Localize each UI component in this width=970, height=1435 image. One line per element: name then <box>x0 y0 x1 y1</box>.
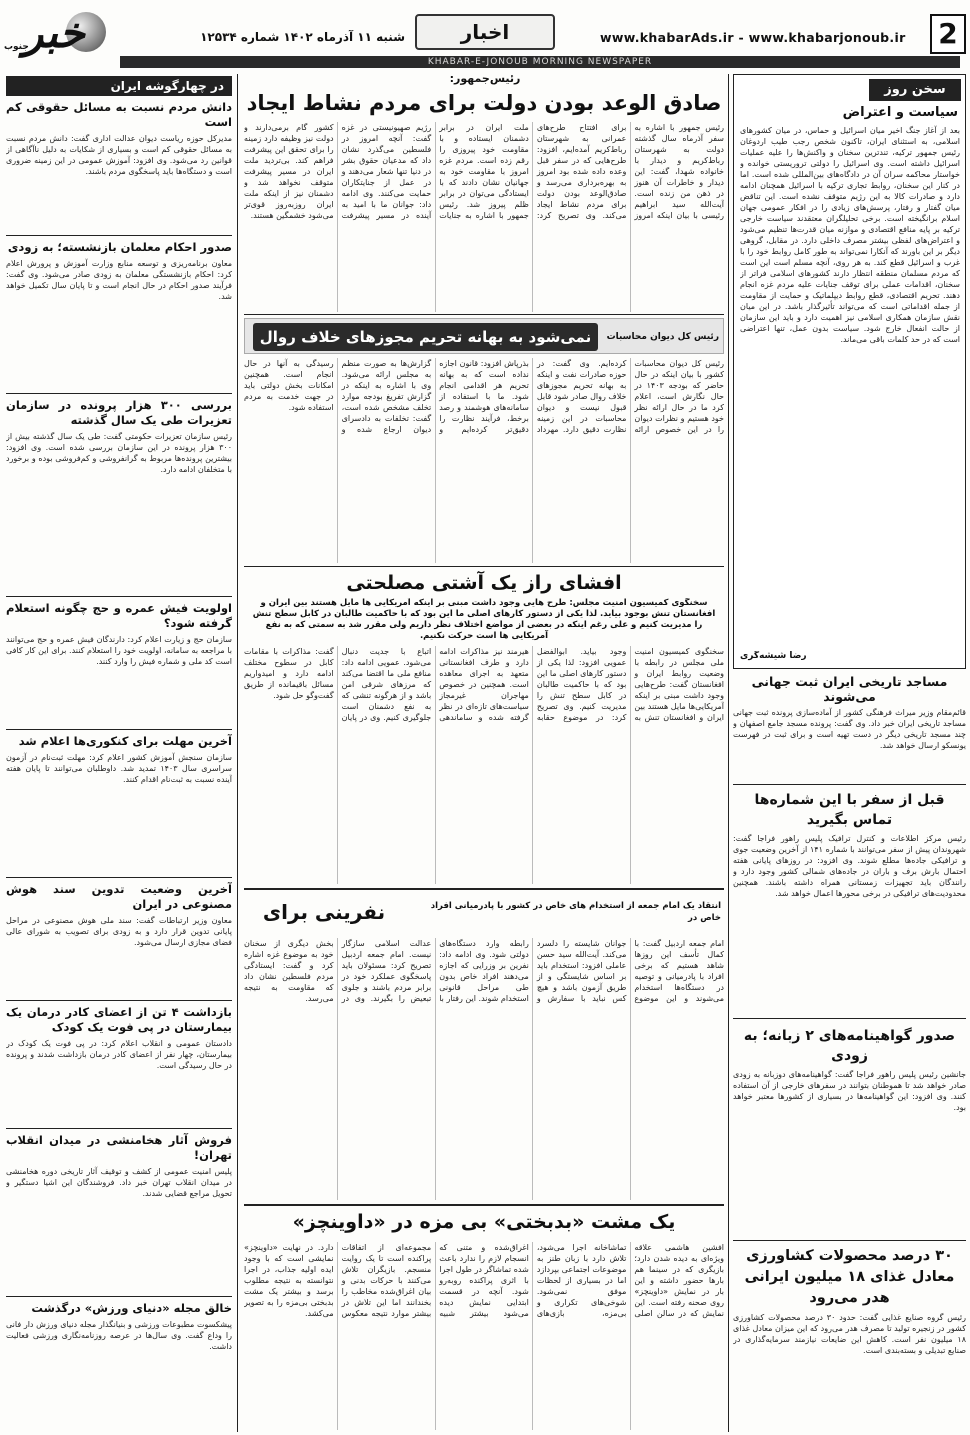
masthead <box>0 0 970 70</box>
english-banner: KHABAR-E-JONOUB MORNING NEWSPAPER <box>120 56 960 68</box>
left-news-6-body: معاون وزیر ارتباطات گفت: سند ملی هوش مصنوعی در مراحل پایانی تدوین قرار دارد و به زودی برای تصویب به شورای عالی فضای مجازی ارسال می‌شود. <box>6 916 232 947</box>
reconcile-kicker: سخنگوی کمیسیون امنیت مجلس: طرح هایی وجود داشت مبنی بر اینکه آمریکایی ها مایل هستند بین ایران و افغانستان تنش بوجود بیاید. لذا یکی از دستور کارهای اصلی ما این بود که با حاکمیت طالبان در کابل سطح تنش را مدیریت کنیم و علی رغم اینکه در بعضی از مواضع اختلاف نظر داریم ولی مقرر شد به سمتی که به نفع آمریکایی ها است حرکت نکنیم. <box>252 598 716 641</box>
right-news-4-body: رئیس گروه صنایع غذایی گفت: حدود ۳۰ درصد محصولات کشاورزی کشور در زنجیره تولید تا مصرف هدر می‌رود که این میزان معادل غذای ۱۸ میلیون نفر است. کاهش این ضایعات نیازمند سرمایه‌گذاری در صنایع تبدیلی و بسته‌بندی است. <box>733 1313 966 1355</box>
left-news-5 <box>6 734 232 874</box>
left-news-3-headline: بررسی ۳۰۰ هزار پرونده در سازمان تعزیرات طی یک سال گذشته <box>6 398 232 427</box>
editorial-box <box>733 74 966 669</box>
curse-kicker: انتقاد یک امام جمعه از استخدام های خاص در کشور با پادرمیانی افراد خاص در <box>430 901 721 923</box>
reconcile-headline: افشای راز یک آشتی مصلحتی <box>346 572 622 594</box>
left-news-2-body: معاون برنامه‌ریزی و توسعه منابع وزارت آموزش و پرورش اعلام کرد: احکام بازنشستگی معلمان به زودی صادر می‌شود. وی گفت: فرآیند صدور احکام در حال انجام است و تا پایان سال تکمیل خواهد شد. <box>6 259 232 301</box>
right-news-3-body: جانشین رئیس پلیس راهور فراجا گفت: گواهینامه‌های دوزبانه به زودی صادر خواهد شد تا هموطنان بتوانند در سفرهای خارجی از آن استفاده کنند. وی افزود: این گواهینامه‌ها در بسیاری از کشورها معتبر خواهد بود. <box>733 1070 966 1112</box>
audit-banner <box>244 318 724 354</box>
audit-body: رئیس کل دیوان محاسبات کشور با بیان اینکه در حال حاضر که بودجه ۱۴۰۳ در حال نگارش است، اعلام کرد ما در حال ارائه نظر خود هستیم و نظرات دیوان را در این خصوص ارائه کرده‌ایم. وی گفت: در حوزه صادرات نفت و اینکه به بهانه تحریم مجوزهای خلاف روال صادر شود قابل قبول نیست و دیوان محاسبات در این زمینه نظارت دقیق دارد. مهرداد بذرپاش افزود: قانون اجازه نداده است که به بهانه تحریم هر اقدامی انجام شود. ما با استفاده از سامانه‌های هوشمند و رصد برخط، فرآیند نظارت را دقیق‌تر کرده‌ایم و گزارش‌ها به صورت منظم به مجلس ارائه می‌شود. وی با اشاره به اینکه در گزارش تفریغ بودجه موارد تخلف مشخص شده است، گفت: تخلفات به دادسرای دیوان ارجاع شده و رسیدگی به آنها در حال انجام است. همچنین امکانات بخش دولتی باید در جهت خدمت به مردم استفاده شود. <box>244 359 724 434</box>
regional-news-header <box>6 76 232 96</box>
editorial-box-title: سخن روز <box>869 79 961 101</box>
left-news-6-headline: آخرین وضعیت تدوین سند هوش مصنوعی در ایران <box>6 882 232 911</box>
left-news-9-body: پیشکسوت مطبوعات ورزشی و بنیانگذار مجله دنیای ورزش دار فانی را وداع گفت. وی سال‌ها در عرصه روزنامه‌نگاری ورزشی فعالیت داشت. <box>6 1320 232 1351</box>
right-news-1 <box>733 674 966 784</box>
curse-headline: نفرینی برای <box>262 900 386 924</box>
bottom-headline: یک مشت «بدبختی» بی مزه در «داوینچز» <box>292 1211 676 1233</box>
logo <box>4 6 114 62</box>
editorial-author: رضا شیشه‌گری <box>740 651 807 661</box>
left-news-8-body: پلیس امنیت عمومی از کشف و توقیف آثار تاریخی دوره هخامنشی در میدان انقلاب تهران خبر داد. فروشندگان این اشیا دستگیر و تحویل مراجع قضایی شدند. <box>6 1167 232 1198</box>
regional-news-title: در چهارگوشه ایران <box>110 79 224 93</box>
audit-headline-box: نمی‌شود به بهانه تحریم مجوزهای خلاف روال <box>253 323 598 351</box>
editorial-headline: سیاست و اعتراض <box>842 105 958 120</box>
right-news-4-headline: ۳۰ درصد محصولات کشاورزی معادل غذای ۱۸ میلیون ایرانی هدر می‌رود <box>744 1248 955 1306</box>
left-news-8 <box>6 1133 232 1293</box>
left-news-2 <box>6 240 232 390</box>
left-news-6 <box>6 882 232 997</box>
section-label: اخبار <box>415 14 555 50</box>
left-news-3 <box>6 398 232 593</box>
right-news-2 <box>733 790 966 1010</box>
curse-body: امام جمعه اردبیل گفت: با کمال تأسف این روزها شاهد هستیم که برخی افراد با پادرمیانی و توصیه در دستگاه‌ها استخدام می‌شوند و این موضوع جوانان شایسته را دلسرد می‌کند. آیت‌الله سید حسن عاملی افزود: استخدام باید بر اساس شایستگی و از طریق آزمون باشد و هیچ کس نباید با سفارش و رابطه وارد دستگاه‌های دولتی شود. وی ادامه داد: نفرین بر وزرایی که اجازه می‌دهند افراد خاص بدون طی مراحل قانونی استخدام شوند. این رفتار با عدالت اسلامی سازگار نیست. امام جمعه اردبیل تصریح کرد: مسئولان باید پاسخگوی عملکرد خود در برابر مردم باشند و جلوی تبعیض را بگیرند. وی در بخش دیگری از سخنان خود به موضوع غزه اشاره کرد و گفت: ایستادگی مردم فلسطین نشان داد که مقاومت به نتیجه می‌رسد. <box>244 939 724 1003</box>
right-news-1-body: قائم‌مقام وزیر میراث فرهنگی کشور از آماده‌سازی پرونده ثبت جهانی مساجد تاریخی ایران خبر داد. وی گفت: پرونده مسجد جامع اصفهان و چند مسجد تاریخی دیگر در دست تهیه است و برای ثبت در فهرست یونسکو ارسال خواهد شد. <box>733 708 966 750</box>
logo-text: خبر <box>23 8 85 57</box>
logo-sub: جنوب <box>4 42 29 52</box>
editorial-body: بعد از آغاز جنگ اخیر میان اسرائیل و حماس، در میان کشورهای اسلامی، به استثنای ایران، تاکنون شخص رجب طیب اردوغان رئیس جمهور ترکیه، تندترین سخنان و واکنش‌ها را علیه عملیات اسرائیل داشته است. وی اسرائیل را دولتی تروریستی خوانده و خواستار محاکمه سران آن در دادگاه‌های بین‌المللی شده است. اما در کنار این سخنان، روابط تجاری ترکیه با اسرائیل همچنان ادامه دارد و صادرات کالا به این رژیم متوقف نشده است. این تناقض میان گفتار و رفتار، پرسش‌های زیادی را در افکار عمومی جهان اسلام برانگیخته است. برخی تحلیلگران معتقدند سیاست خارجی ترکیه بر پایه منافع اقتصادی و موازنه میان قدرت‌ها تنظیم می‌شود و اعتراض‌های لفظی بیشتر مصرف داخلی دارد. در مقابل، گروهی دیگر بر این باورند که آنکارا نمی‌تواند به طور کامل روابط خود را با غرب و اسرائیل قطع کند. به هر روی، آنچه مسلم است این است که مردم مسلمان منطقه انتظار دارند کشورهای اسلامی فراتر از سخنان، اقدامات عملی برای توقف جنایات علیه مردم غزه انجام دهند. تحریم اقتصادی، قطع روابط دیپلماتیک و حمایت از مقاومت از جمله اقداماتی است که می‌تواند تأثیرگذار باشد. در این میان نقش سازمان همکاری اسلامی نیز اهمیت دارد و باید این سازمان از حالت انفعال خارج شود. سیاست بدون عمل، تنها اعتراضی است که در حد کلمات باقی می‌ماند. <box>740 126 960 344</box>
left-news-9-headline: خالق مجله «دنیای ورزش» درگذشت <box>31 1301 232 1315</box>
curse-header <box>244 892 724 934</box>
left-news-4-body: سازمان حج و زیارت اعلام کرد: دارندگان فیش عمره و حج می‌توانند با مراجعه به سامانه، اولویت خود را استعلام کنند. برای این کار کافی است کد ملی و شماره فیش را وارد کنند. <box>6 635 232 666</box>
left-news-7 <box>6 1005 232 1125</box>
issue-date: شنبه ۱۱ آذرماه ۱۴۰۲ شماره ۱۲۵۳۴ <box>200 30 405 44</box>
lead-body: رئیس جمهور با اشاره به سفر آذرماه سال گذشته دولت به شهرستان رباط‌کریم و دیدار با خانواده شهدا، گفت: این دیدار و خاطرات آن هنوز در ذهن من زنده است. آیت‌الله سید ابراهیم رئیسی با بیان اینکه امروز برای افتتاح طرح‌های عمرانی به شهرستان رباط‌کریم آمده‌ایم، افزود: طرح‌هایی که در سفر قبل وعده داده شده بود امروز به بهره‌برداری می‌رسد و صادق‌الوعد بودن دولت برای مردم نشاط ایجاد می‌کند. وی تصریح کرد: ملت ایران در برابر دشمنان ایستاده و با مقاومت خود پیروزی را رقم زده است. مردم غزه امروز با مقاومت خود به جهانیان نشان دادند که با ایستادگی می‌توان در برابر ظلم پیروز شد. رئیس جمهور با اشاره به جنایات رژیم صهیونیستی در غزه گفت: آنچه امروز در فلسطین می‌گذرد نشان داد که مدعیان حقوق بشر در دنیا تنها شعار می‌دهند و در عمل از جنایتکاران حمایت می‌کنند. وی ادامه داد: جوانان ما با امید به آینده در مسیر پیشرفت کشور گام برمی‌دارند و دولت نیز وظیفه دارد زمینه را برای تحقق این پیشرفت فراهم کند. بی‌تردید ملت ایران در مسیر پیشرفت متوقف نخواهد شد و دشمنان نیز از اینکه ملت ایران روزبه‌روز قوی‌تر می‌شود خشمگین هستند. <box>244 123 724 220</box>
right-news-2-headline: قبل از سفر با این شماره‌ها تماس بگیرید <box>754 792 945 828</box>
right-news-3 <box>733 1026 966 1236</box>
left-news-1-body: مدیرکل حوزه ریاست دیوان عدالت اداری گفت: دانش مردم نسبت به مسائل حقوقی کم است و بسیاری از شکایات به دلیل ناآگاهی از قوانین رد می‌شود. وی افزود: آموزش عمومی در این زمینه ضروری است و دستگاه‌ها باید پاسخگوی مردم باشند. <box>6 134 232 176</box>
reconcile-body: سخنگوی کمیسیون امنیت ملی مجلس در رابطه با وضعیت روابط ایران و افغانستان گفت: طرح‌هایی وجود داشت مبنی بر اینکه آمریکایی‌ها مایل هستند بین ایران و افغانستان تنش به وجود بیاید. ابوالفضل عمویی افزود: لذا یکی از دستور کارهای اصلی ما این بود که با حاکمیت طالبان در کابل سطح تنش را مدیریت کنیم. وی تصریح کرد: در موضوع حقابه هیرمند نیز مذاکرات ادامه دارد و طرف افغانستانی متعهد به اجرای معاهده است. همچنین در خصوص مهاجران غیرمجاز سیاست‌های تازه‌ای در نظر گرفته شده و ساماندهی اتباع با جدیت دنبال می‌شود. عمویی ادامه داد: منافع ملی ما اقتضا می‌کند که مرزهای شرقی امن باشد و از هرگونه تنشی که به نفع دشمنان است جلوگیری کنیم. وی در پایان گفت: مذاکرات با مقامات کابل در سطوح مختلف ادامه دارد و امیدواریم مسائل باقیمانده از طریق گفت‌وگو حل شود. <box>244 647 724 722</box>
left-news-3-body: رئیس سازمان تعزیرات حکومتی گفت: طی یک سال گذشته بیش از ۳۰۰ هزار پرونده در این سازمان بررسی شده است. وی افزود: بیشترین پرونده‌ها مربوط به گرانفروشی و کم‌فروشی بوده و برخورد با متخلفان ادامه دارد. <box>6 432 232 474</box>
left-news-5-headline: آخرین مهلت برای کنکوری‌ها اعلام شد <box>18 734 232 748</box>
left-news-7-body: دادستان عمومی و انقلاب اعلام کرد: در پی فوت یک کودک در بیمارستان، چهار نفر از اعضای کادر درمان بازداشت شدند و پرونده در حال رسیدگی است. <box>6 1039 232 1070</box>
right-news-4 <box>733 1246 966 1431</box>
left-news-5-body: سازمان سنجش آموزش کشور اعلام کرد: مهلت ثبت‌نام در آزمون سراسری سال ۱۴۰۳ تمدید شد. داوطلبان می‌توانند تا پایان هفته آینده نسبت به ثبت‌نام اقدام کنند. <box>6 753 232 784</box>
left-news-1 <box>6 100 232 232</box>
right-news-3-headline: صدور گواهینامه‌های ۲ زبانه؛ به زودی <box>743 1028 956 1064</box>
lead-kicker: رئیس‌جمهور: <box>449 72 521 85</box>
left-news-2-headline: صدور احکام معلمان بازنشسته؛ به زودی <box>7 240 232 254</box>
left-news-4 <box>6 601 232 726</box>
left-news-9 <box>6 1301 232 1431</box>
left-news-7-headline: بازداشت ۴ تن از اعضای کادر درمان یک بیمارستان در پی فوت یک کودک <box>6 1005 232 1034</box>
audit-kicker: رئیس کل دیوان محاسبات <box>606 332 719 342</box>
right-news-2-body: رئیس مرکز اطلاعات و کنترل ترافیک پلیس راهور فراجا گفت: شهروندان پیش از سفر می‌توانند با شماره ۱۴۱ از آخرین وضعیت جوی و ترافیکی جاده‌ها مطلع شوند. وی افزود: در روزهای پایانی هفته احتمال بارش برف و باران در جاده‌های شمالی کشور وجود دارد و رانندگان باید تجهیزات زمستانی همراه داشته باشند. همچنین محدودیت‌های ترافیکی در برخی محورها اعمال خواهد شد. <box>733 834 966 898</box>
bottom-body: افشین هاشمی علاقه ویژه‌ای به دیده شدن دارد؛ بازیگری که در سینما هم بارها حضور داشته و این بار در نمایش «داوینچز» روی صحنه رفته است. این نمایش که در سالن اصلی تماشاخانه اجرا می‌شود، تلاش دارد با زبان طنز به موضوعات اجتماعی بپردازد اما در بسیاری از لحظات موفق نمی‌شود. شوخی‌های تکراری و بی‌مزه، بازی‌های اغراق‌شده و متنی که انسجام لازم را ندارد باعث شده تماشاگر در طول اجرا با اثری پراکنده روبه‌رو شود. آنچه در قسمت ابتدایی نمایش دیده می‌شود بیشتر شبیه مجموعه‌ای از اتفاقات پراکنده است تا یک روایت منسجم. بازیگران تلاش می‌کنند با حرکات بدنی و بیان اغراق‌شده مخاطب را بخندانند اما این تلاش در بیشتر موارد نتیجه معکوس دارد. در نهایت «داوینچز» نمایشی است که با وجود ایده اولیه جذاب، در اجرا نتوانسته به نتیجه مطلوب برسد و بیشتر یک مشت بدبختی بی‌مزه را به تصویر می‌کشد. <box>244 1243 724 1318</box>
site-urls: www.khabarAds.ir - www.khabarjonoub.ir <box>600 30 906 45</box>
right-news-1-headline: مساجد تاریخی ایران ثبت جهانی می‌شوند <box>751 674 948 704</box>
left-news-4-headline: اولویت فیش عمره و حج چگونه استعلام گرفته شود؟ <box>6 601 232 630</box>
left-news-8-headline: فروش آثار هخامنشی در میدان انقلاب تهران! <box>6 1133 232 1162</box>
left-news-1-headline: دانش مردم نسبت به مسائل حقوقی کم است <box>6 100 232 129</box>
lead-headline: صادق الوعد بودن دولت برای مردم نشاط ایجاد <box>246 91 722 115</box>
page-number: 2 <box>930 14 966 54</box>
